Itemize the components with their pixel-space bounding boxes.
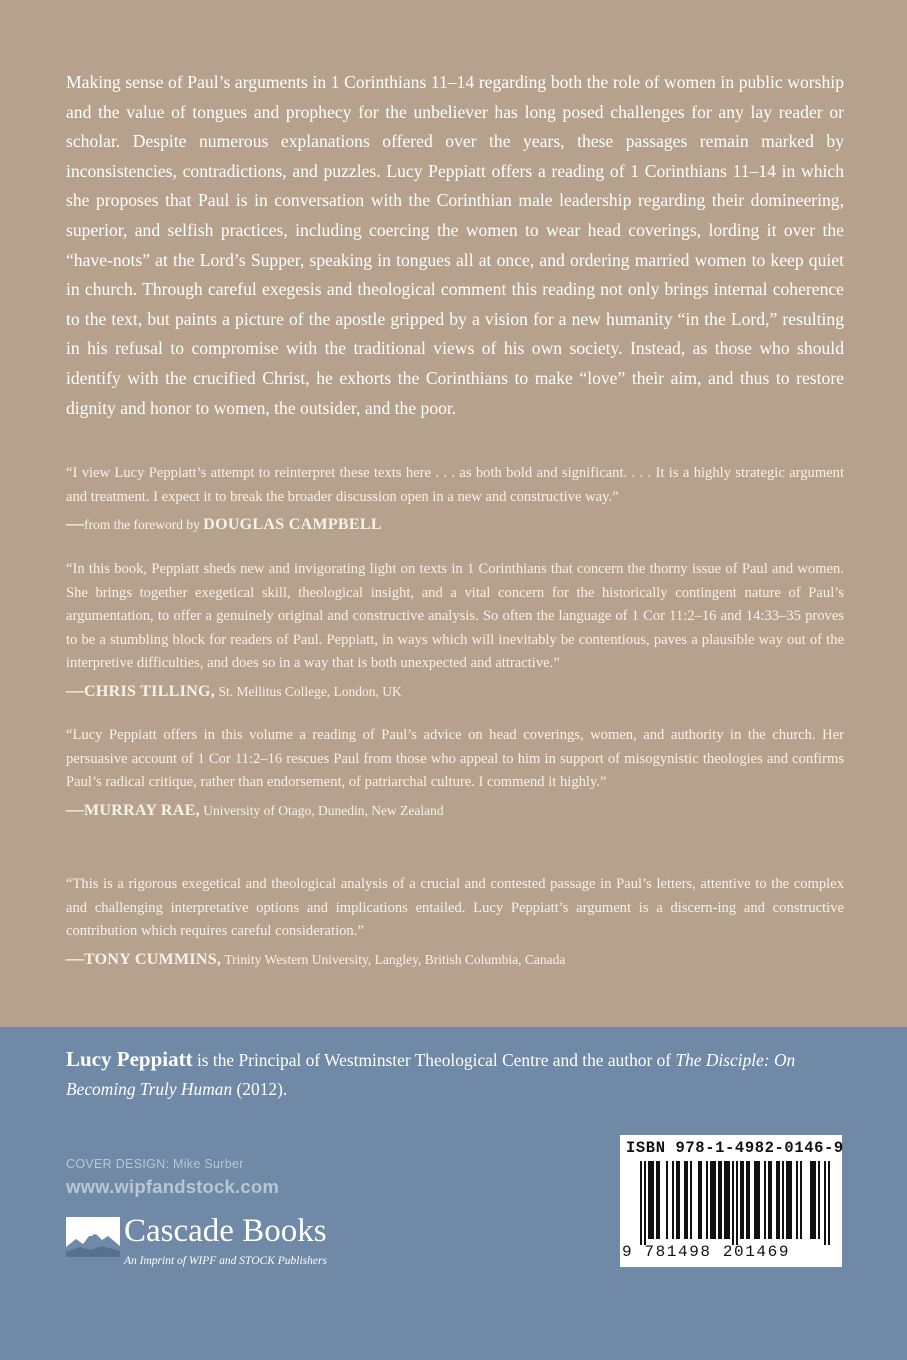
bio-text: is the Principal of Westminster Theological Centre and the author of <box>192 1050 676 1070</box>
barcode-bar <box>706 1161 708 1239</box>
attribution-dash: — <box>66 947 84 968</box>
barcode-bar <box>748 1161 750 1239</box>
publisher-website: www.wipfandstock.com <box>66 1176 280 1197</box>
endorsement-quote: “In this book, Peppiatt sheds new and invigorating light on texts in 1 Corinthians that concern the thorny issue of Paul and women. She brings together exegetical skill, theological insight, and a vital concern for the historically contingent nature of Paul’s argumentation, to offer a genuinely original and constructive analysis. So often the language of 1 Cor 11:2–16 and 14:33–35 proves to be a stumbling block for readers of Paul. Peppiatt, in ways which will inevitably be contentious, paves a plausible way out of the interpretive difficulties, and does so in a way that is both unexpected and attractive.” <box>66 561 844 671</box>
barcode-bar <box>678 1161 680 1239</box>
barcode-bar <box>712 1161 714 1239</box>
barcode-bar <box>776 1161 778 1239</box>
publisher-logo <box>66 1215 396 1275</box>
barcode-bar <box>710 1161 712 1239</box>
endorser-name: DOUGLAS CAMPBELL <box>203 516 382 533</box>
endorsement-quote: “I view Lucy Peppiatt’s attempt to reinterpret these texts here . . . as both bold and significant. . . . It is a highly strategic argument and treatment. I expect it to break the broader discussion open in a new and constructive way.” <box>66 465 844 505</box>
barcode-bar <box>756 1161 758 1239</box>
barcode-bar <box>672 1161 674 1239</box>
author-bio <box>66 1045 856 1103</box>
barcode-bar <box>778 1161 780 1239</box>
barcode-bar <box>746 1161 748 1239</box>
barcode-bar <box>640 1161 642 1245</box>
endorser-affiliation: University of Otago, Dunedin, New Zealand <box>199 802 444 818</box>
barcode-bar <box>686 1161 688 1239</box>
barcode-bar <box>728 1161 730 1239</box>
book-description: Making sense of Paul’s arguments in 1 Corinthians 11–14 regarding both the role of women in public worship and the value of tongues and prophecy for the unbeliever has long posed challenges for any lay reader or scholar. Despite numerous explanations offered over the years, these passages remain marked by inconsistencies, contradictions, and puzzles. Lucy Peppiatt offers a reading of 1 Corinthians 11–14 in which she proposes that Paul is in conversation with the Corinthian male leadership regarding their domineering, superior, and selfish practices, including coercing the women to wear head coverings, lording it over the “have-nots” at the Lord’s Supper, speaking in tongues all at once, and ordering married women to keep quiet in church. Through careful exegesis and theological comment this reading not only brings internal coherence to the text, but paints a picture of the apostle gripped by a vision for a new humanity “in the Lord,” resulting in his refusal to compromise with the traditional views of his own society. Instead, as those who should identify with the crucified Christ, he exhorts the Corinthians to make “love” their aim, and thus to restore dignity and honor to women, the outsider, and the poor. <box>66 72 844 418</box>
endorsement-attribution <box>66 946 844 972</box>
endorsement <box>66 724 844 823</box>
endorser-affiliation: Trinity Western University, Langley, British Columbia, Canada <box>221 951 566 967</box>
barcode-bar <box>648 1161 650 1239</box>
bio-year: (2012). <box>232 1078 288 1099</box>
attribution-dash: — <box>66 679 84 700</box>
barcode-bar <box>770 1161 772 1239</box>
barcode-bar <box>676 1161 678 1239</box>
barcode-bar <box>754 1161 756 1239</box>
attribution-dash: — <box>66 798 84 819</box>
endorsement-quote: “Lucy Peppiatt offers in this volume a reading of Paul’s advice on head coverings, women, and authority in the church. Her persuasive account of 1 Cor 11:2–16 rescues Paul from those who appeal to him in support of misogynistic theologies and confirms Paul’s radical critique, rather than endorsement, of patriarchal culture. I commend it highly.” <box>66 727 844 790</box>
barcode-bar <box>726 1161 728 1239</box>
barcode-bar <box>656 1161 658 1239</box>
barcode-bar <box>788 1161 790 1239</box>
barcode-bar <box>810 1161 812 1239</box>
barcode-bar <box>764 1161 766 1239</box>
barcode-bar <box>758 1161 760 1239</box>
barcode-bar <box>714 1161 716 1239</box>
author-name: Lucy Peppiatt <box>66 1047 193 1071</box>
barcode-bar <box>652 1161 654 1239</box>
barcode-bar <box>732 1161 734 1245</box>
endorsement-attribution <box>66 511 844 537</box>
endorsement <box>66 558 844 704</box>
barcode-bar <box>800 1161 802 1239</box>
isbn-label: ISBN 978-1-4982-0146-9 <box>626 1139 844 1157</box>
isbn-barcode <box>620 1135 842 1267</box>
barcode-bar <box>786 1161 788 1239</box>
barcode-bar <box>814 1161 816 1239</box>
endorser-name: MURRAY RAE, <box>84 801 200 819</box>
barcode-bar <box>666 1161 668 1239</box>
attribution-dash: — <box>66 513 84 533</box>
barcode-bars <box>626 1161 836 1245</box>
barcode-bar <box>644 1161 646 1245</box>
barcode-bar <box>718 1161 720 1239</box>
barcode-bar <box>782 1161 784 1239</box>
barcode-bar <box>658 1161 660 1239</box>
endorsement <box>66 873 844 972</box>
endorsement <box>66 462 844 537</box>
barcode-bar <box>824 1161 826 1245</box>
endorsement-attribution <box>66 678 844 704</box>
barcode-bar <box>740 1161 742 1239</box>
endorsement-quote: “This is a rigorous exegetical and theological analysis of a crucial and contested passage in Paul’s letters, attentive to the complex and challenging interpretative options and implications entailed. Lucy Peppiatt’s argument is a discern-ing and constructive contribution which requires careful consideration.” <box>66 876 844 939</box>
barcode-bar <box>724 1161 726 1239</box>
barcode-bar <box>818 1161 820 1239</box>
endorser-affiliation: St. Mellitus College, London, UK <box>215 683 402 699</box>
barcode-bar <box>828 1161 830 1245</box>
attribution-prefix: from the foreword by <box>84 517 204 532</box>
endorser-name: TONY CUMMINS, <box>84 950 222 968</box>
endorser-name: CHRIS TILLING, <box>84 682 216 700</box>
barcode-bar <box>742 1161 744 1239</box>
endorsement-attribution <box>66 797 844 823</box>
barcode-bar <box>812 1161 814 1239</box>
barcode-bar <box>720 1161 722 1239</box>
barcode-bar <box>768 1161 770 1239</box>
publisher-name: Cascade Books <box>124 1213 327 1249</box>
mountain-icon <box>66 1217 120 1257</box>
barcode-bar <box>698 1161 700 1239</box>
barcode-bar <box>690 1161 692 1239</box>
barcode-bar <box>736 1161 738 1245</box>
book-title: The Disciple: On Becoming Truly Human <box>66 1050 796 1099</box>
barcode-bar <box>790 1161 792 1239</box>
isbn-digits: 9 781498 201469 <box>622 1243 791 1261</box>
barcode-bar <box>684 1161 686 1239</box>
publisher-tagline: An Imprint of WIPF and STOCK Publishers <box>124 1255 327 1267</box>
barcode-bar <box>650 1161 652 1239</box>
cover-design-credit: COVER DESIGN: Mike Surber <box>66 1157 244 1171</box>
barcode-bar <box>700 1161 702 1239</box>
barcode-bar <box>796 1161 798 1239</box>
